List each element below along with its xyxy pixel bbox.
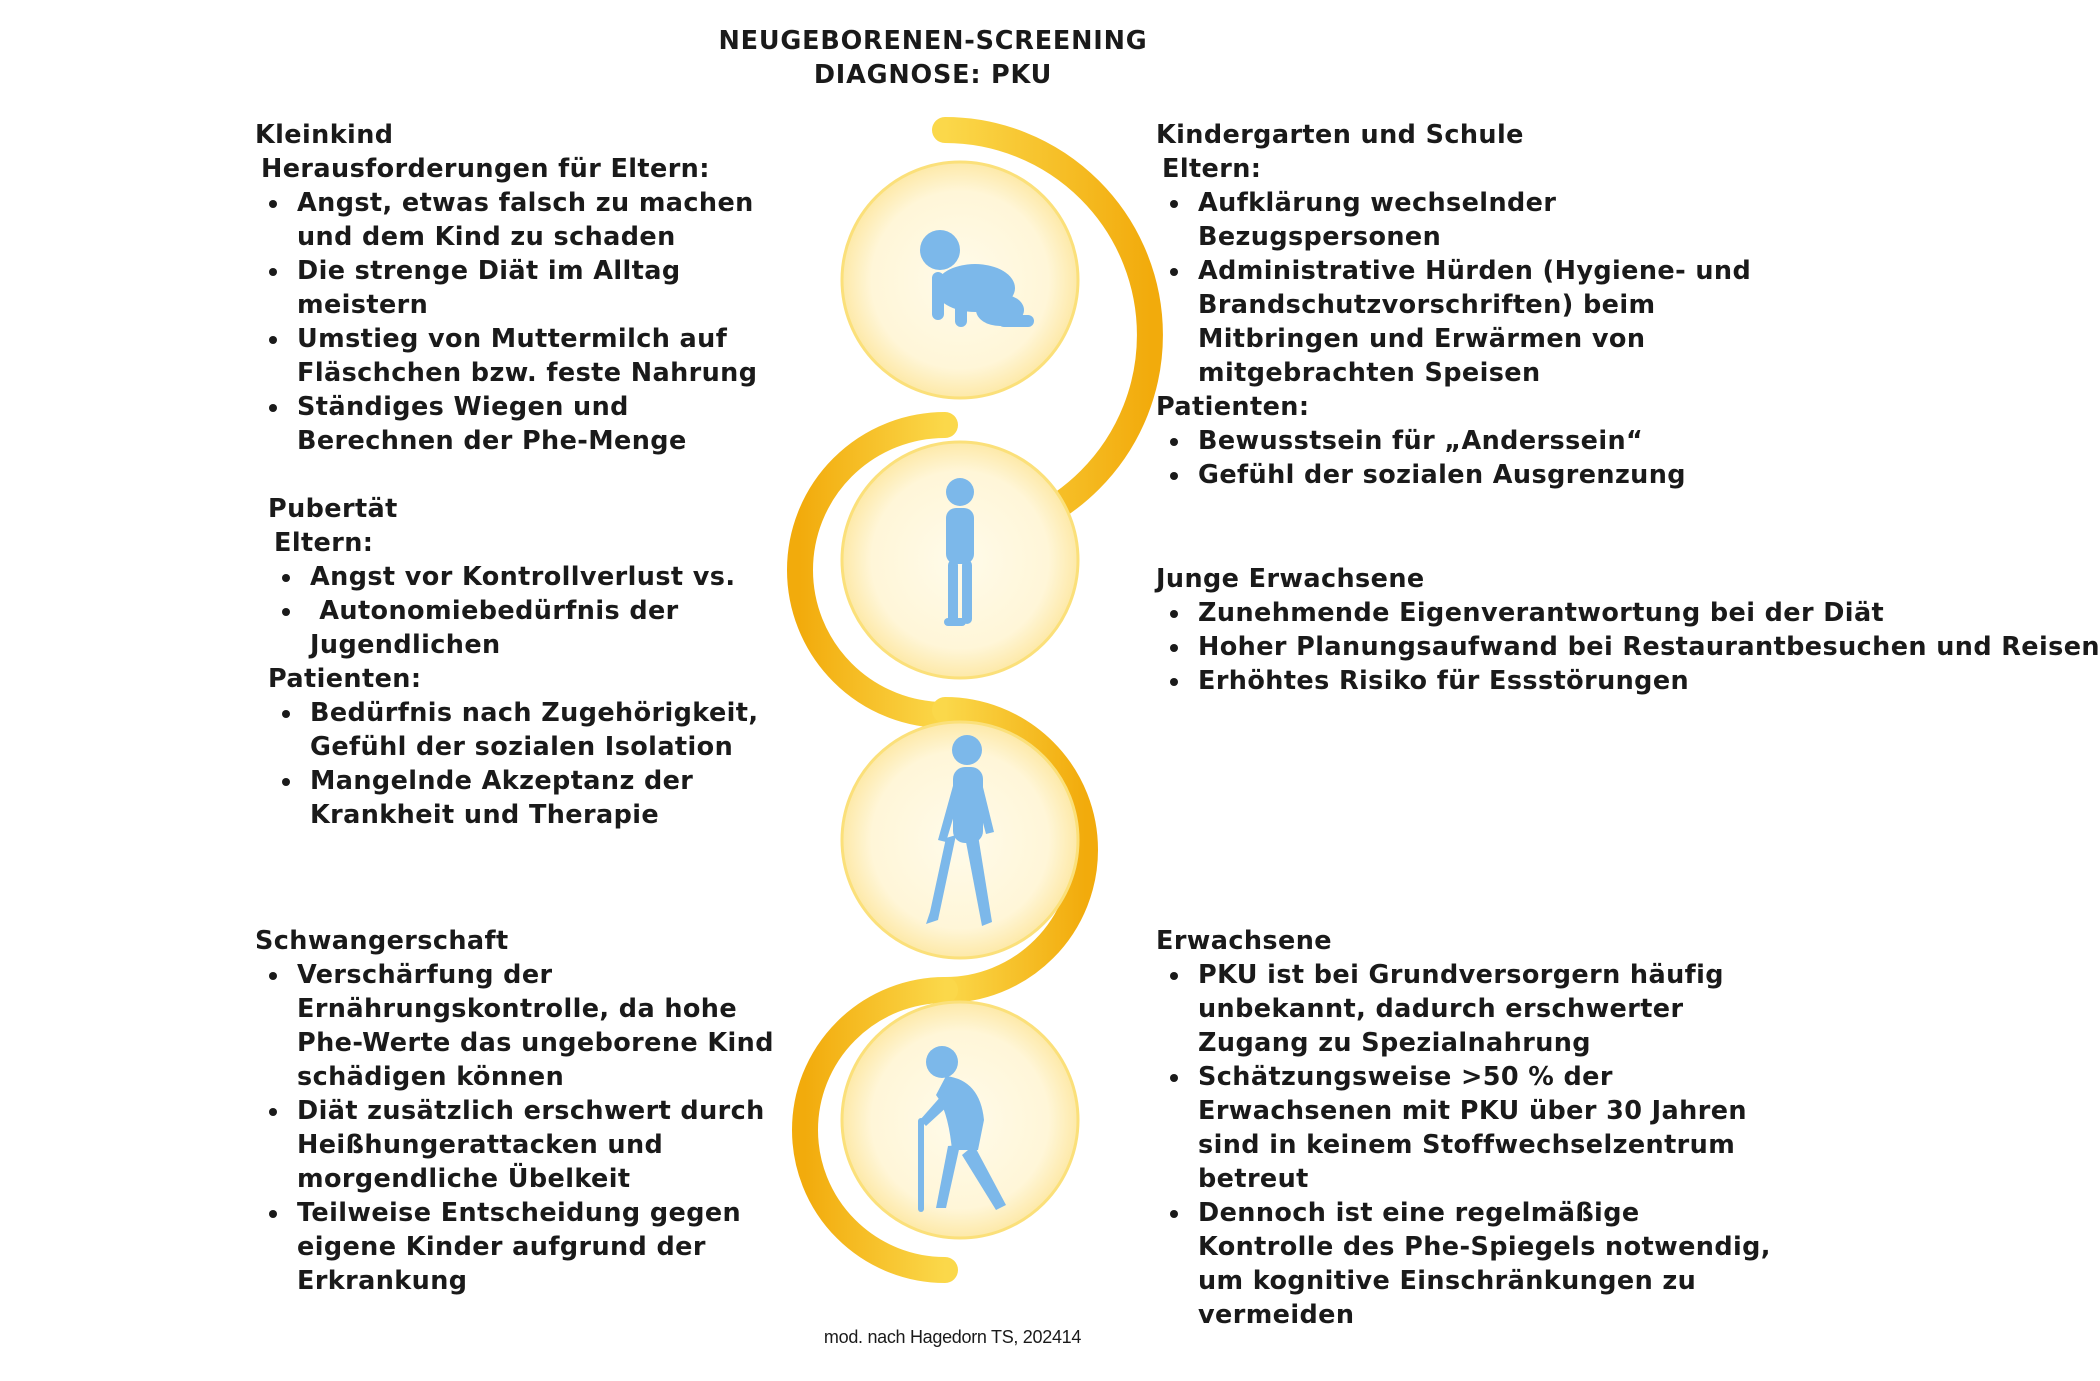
group-label: Herausforderungen für Eltern:	[261, 154, 710, 184]
bullet-item: Mangelnde Akzeptanz der Krankheit und Therapie	[310, 764, 768, 832]
bullet-item: Diät zusätzlich erschwert durch Heißhungerattacken und morgendliche Übelkeit	[297, 1094, 775, 1196]
stage-kleinkind	[255, 118, 775, 458]
bullet-item: Schätzungsweise >50 % der Erwachsenen mit PKU über 30 Jahren sind in keinem Stoffwechselzentrum betreut	[1198, 1060, 1776, 1196]
stage-kindergarten	[1156, 118, 1776, 492]
bullet-item: PKU ist bei Grundversorgern häufig unbekannt, dadurch erschwerter Zugang zu Spezialnahrung	[1198, 958, 1776, 1060]
stage-heading: Kleinkind	[255, 120, 394, 150]
bullet-list	[255, 186, 775, 458]
stage-heading: Pubertät	[268, 494, 398, 524]
bullet-item: Dennoch ist eine regelmäßige Kontrolle des Phe-Spiegels notwendig, um kognitive Einschränkungen zu vermeiden	[1198, 1196, 1776, 1332]
bullet-list	[1156, 958, 1776, 1332]
bullet-item: Erhöhtes Risiko für Essstörungen	[1198, 664, 1996, 698]
bullet-item: Gefühl der sozialen Ausgrenzung	[1198, 458, 1776, 492]
bullet-item: Bewusstsein für „Anderssein“	[1198, 424, 1776, 458]
group-label: Patienten:	[1156, 392, 1310, 422]
stage-junge-erwachsene	[1156, 562, 2100, 698]
bullet-item: Zunehmende Eigenverantwortung bei der Diät	[1198, 596, 1996, 630]
group-label: Eltern:	[274, 528, 374, 558]
bullet-item: Bedürfnis nach Zugehörigkeit, Gefühl der sozialen Isolation	[310, 696, 768, 764]
bullet-list	[1156, 424, 1776, 492]
bullet-list	[1156, 186, 1776, 390]
bullet-item: Autonomiebedürfnis der Jugendlichen	[310, 594, 768, 662]
source-citation: mod. nach Hagedorn TS, 202414	[823, 1327, 1082, 1347]
bullet-list	[268, 560, 768, 662]
bullet-item: Die strenge Diät im Alltag meistern	[297, 254, 775, 322]
bullet-item: Aufklärung wechselnder Bezugspersonen	[1198, 186, 1776, 254]
life-stage-spiral	[770, 110, 1130, 1290]
diagram-title	[0, 24, 1866, 92]
bullet-list	[1156, 596, 2100, 698]
bullet-item: Hoher Planungsaufwand bei Restaurantbesuchen und Reisen	[1198, 632, 2100, 662]
stage-pubertaet	[268, 492, 768, 832]
title-line-1: NEUGEBORENEN-SCREENING	[718, 26, 1148, 56]
group-label: Eltern:	[1162, 154, 1262, 184]
bullet-item: Angst, etwas falsch zu machen und dem Kind zu schaden	[297, 186, 775, 254]
stage-heading: Kindergarten und Schule	[1156, 120, 1524, 150]
title-line-2: DIAGNOSE: PKU	[813, 60, 1053, 90]
bullet-item: Angst vor Kontrollverlust vs.	[310, 560, 768, 594]
bullet-item: Verschärfung der Ernährungskontrolle, da hohe Phe-Werte das ungeborene Kind schädigen können	[297, 960, 774, 1092]
group-label: Patienten:	[268, 664, 422, 694]
stage-heading: Junge Erwachsene	[1156, 564, 1425, 594]
stage-heading: Erwachsene	[1156, 926, 1332, 956]
bullet-item: Teilweise Entscheidung gegen eigene Kinder aufgrund der Erkrankung	[297, 1196, 775, 1298]
stage-heading: Schwangerschaft	[255, 926, 509, 956]
stage-erwachsene	[1156, 924, 1776, 1332]
bullet-item: Umstieg von Muttermilch auf Fläschchen bzw. feste Nahrung	[297, 322, 775, 390]
bullet-list	[255, 958, 775, 1298]
stage-schwangerschaft	[255, 924, 775, 1298]
bullet-item: Administrative Hürden (Hygiene- und Brandschutzvorschriften) beim Mitbringen und Erwärmen von mitgebrachten Speisen	[1198, 254, 1776, 390]
bullet-item: Ständiges Wiegen und Berechnen der Phe-Menge	[297, 390, 775, 458]
bullet-list	[268, 696, 768, 832]
